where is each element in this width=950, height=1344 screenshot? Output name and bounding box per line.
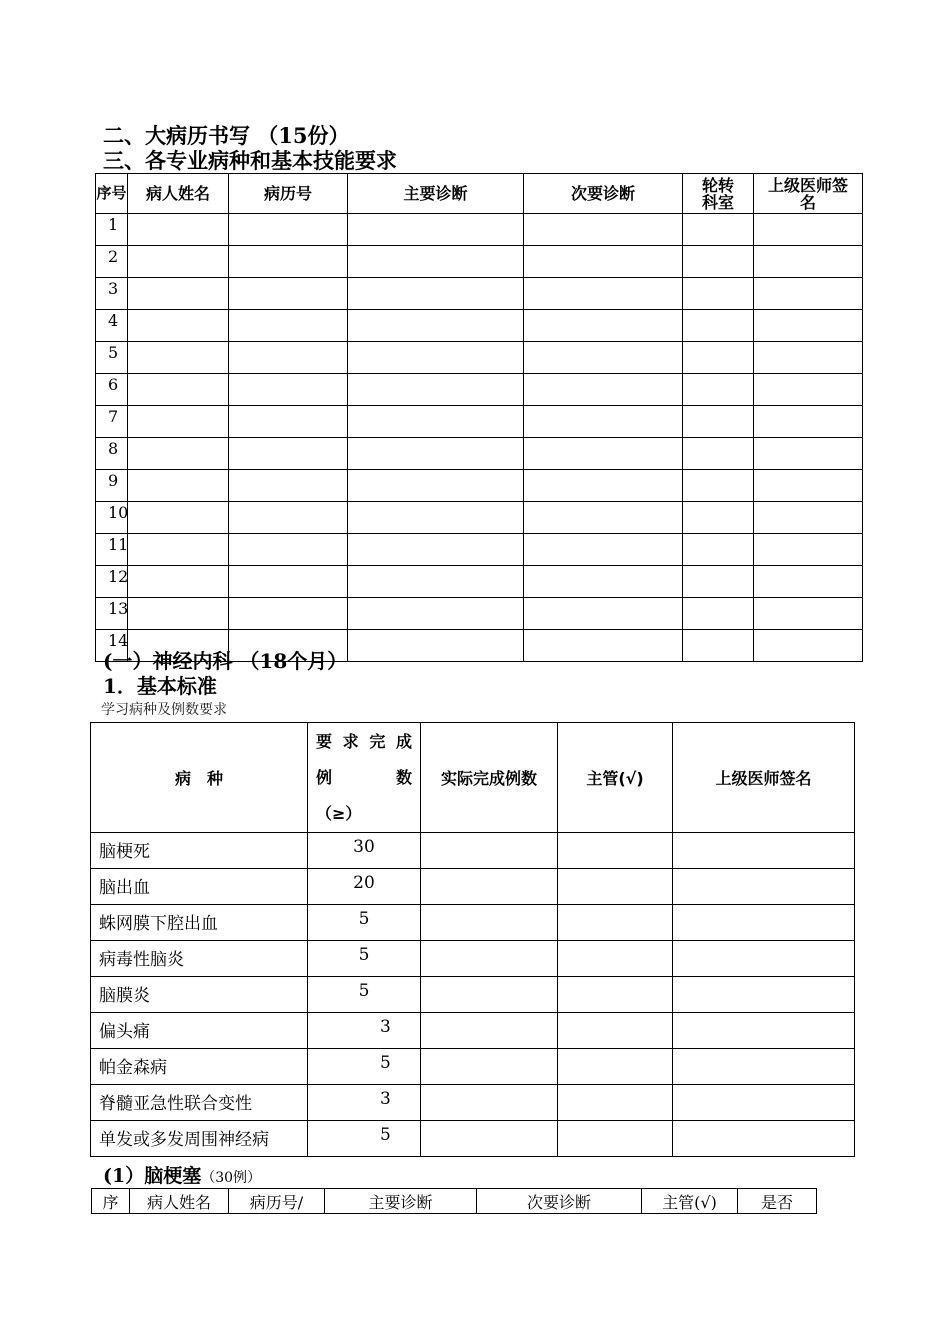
table-cell	[524, 630, 683, 662]
table-row	[91, 869, 855, 905]
table-cell	[348, 598, 524, 630]
table-cell	[754, 406, 863, 438]
required-count: 30	[308, 833, 421, 869]
required-count: 5	[308, 977, 421, 1013]
table-cell	[524, 214, 683, 246]
table-cell	[229, 598, 348, 630]
table-cell	[128, 598, 229, 630]
table-cell	[683, 310, 754, 342]
table-cell	[754, 310, 863, 342]
infarct-header-record-number: 病历号/	[229, 1189, 325, 1214]
table-row	[96, 278, 863, 310]
required-count: 5	[308, 1049, 421, 1085]
table-cell	[683, 630, 754, 662]
infarct-table	[91, 1188, 817, 1214]
disease-table	[90, 722, 855, 1157]
table-cell	[524, 278, 683, 310]
table-cell	[128, 470, 229, 502]
disease-name: 单发或多发周围神经病	[91, 1121, 308, 1157]
disease-table-header	[91, 723, 855, 833]
table-cell	[229, 406, 348, 438]
table-cell	[673, 869, 855, 905]
record-table	[95, 173, 863, 662]
table-cell	[229, 502, 348, 534]
table-cell	[229, 214, 348, 246]
table-cell	[558, 1121, 673, 1157]
table-row	[96, 342, 863, 374]
required-count: 5	[308, 1121, 421, 1157]
row-index: 4	[96, 310, 128, 342]
table-cell	[754, 502, 863, 534]
table-cell	[348, 630, 524, 662]
table-row	[96, 534, 863, 566]
table-cell	[348, 214, 524, 246]
table-row	[96, 214, 863, 246]
table-cell	[524, 342, 683, 374]
table-cell	[229, 310, 348, 342]
disease-name: 偏头痛	[91, 1013, 308, 1049]
table-cell	[128, 502, 229, 534]
disease-name: 脑梗死	[91, 833, 308, 869]
header-required-count	[308, 723, 421, 833]
table-row	[96, 374, 863, 406]
table-cell	[673, 905, 855, 941]
table-cell	[524, 534, 683, 566]
table-cell	[128, 278, 229, 310]
table-cell	[348, 566, 524, 598]
row-index: 3	[96, 278, 128, 310]
table-row	[96, 470, 863, 502]
table-cell	[348, 342, 524, 374]
header-supervisor-signature: 上级医师签名	[754, 174, 863, 214]
table-cell	[524, 310, 683, 342]
table-cell	[683, 278, 754, 310]
table-cell	[524, 470, 683, 502]
required-count: 5	[308, 941, 421, 977]
table-cell	[558, 1049, 673, 1085]
table-cell	[229, 470, 348, 502]
table-cell	[673, 1049, 855, 1085]
header-index: 序号	[96, 174, 128, 214]
table-cell	[673, 833, 855, 869]
table-row	[96, 310, 863, 342]
row-index: 13	[96, 598, 128, 630]
table-cell	[348, 406, 524, 438]
table-row	[91, 1049, 855, 1085]
table-row	[96, 566, 863, 598]
table-cell	[524, 374, 683, 406]
header-primary-care: 主管(√)	[558, 723, 673, 833]
disease-name: 病毒性脑炎	[91, 941, 308, 977]
table-cell	[754, 438, 863, 470]
table-cell	[128, 438, 229, 470]
header-disease: 病 种	[91, 723, 308, 833]
table-cell	[754, 630, 863, 662]
row-index: 6	[96, 374, 128, 406]
table-cell	[524, 246, 683, 278]
table-cell	[421, 869, 558, 905]
disease-name: 脑出血	[91, 869, 308, 905]
infarct-header-primary-care: 主管(√)	[642, 1189, 738, 1214]
infarct-table-header	[92, 1189, 817, 1214]
table-cell	[683, 406, 754, 438]
header-patient-name: 病人姓名	[128, 174, 229, 214]
table-cell	[683, 342, 754, 374]
table-cell	[558, 833, 673, 869]
table-cell	[754, 534, 863, 566]
row-index: 8	[96, 438, 128, 470]
table-cell	[229, 278, 348, 310]
table-row	[96, 438, 863, 470]
table-cell	[348, 374, 524, 406]
table-cell	[754, 246, 863, 278]
table-cell	[421, 1085, 558, 1121]
table-cell	[348, 470, 524, 502]
row-index: 7	[96, 406, 128, 438]
table-cell	[683, 246, 754, 278]
table-cell	[558, 977, 673, 1013]
disease-name: 帕金森病	[91, 1049, 308, 1085]
row-index: 14	[96, 630, 128, 662]
infarct-header-patient-name: 病人姓名	[130, 1189, 229, 1214]
row-index: 11	[96, 534, 128, 566]
table-row	[91, 1121, 855, 1157]
header-supervisor-signature: 上级医师签名	[673, 723, 855, 833]
infarct-header-whether: 是否	[738, 1189, 817, 1214]
table-cell	[128, 246, 229, 278]
row-index: 12	[96, 566, 128, 598]
table-cell	[128, 342, 229, 374]
table-cell	[229, 566, 348, 598]
table-cell	[683, 438, 754, 470]
table-cell	[673, 1121, 855, 1157]
study-note: 学习病种及例数要求	[101, 702, 227, 718]
table-row	[91, 1013, 855, 1049]
table-cell	[673, 977, 855, 1013]
table-cell	[558, 1085, 673, 1121]
disease-name: 脊髓亚急性联合变性	[91, 1085, 308, 1121]
table-cell	[754, 374, 863, 406]
required-count: 3	[308, 1013, 421, 1049]
table-cell	[421, 977, 558, 1013]
table-cell	[421, 941, 558, 977]
table-cell	[128, 406, 229, 438]
table-cell	[348, 246, 524, 278]
table-cell	[683, 470, 754, 502]
table-cell	[683, 566, 754, 598]
table-cell	[348, 438, 524, 470]
table-cell	[128, 534, 229, 566]
row-index: 5	[96, 342, 128, 374]
table-cell	[683, 214, 754, 246]
table-cell	[754, 342, 863, 374]
table-cell	[524, 406, 683, 438]
table-cell	[524, 438, 683, 470]
table-cell	[524, 598, 683, 630]
infarct-heading	[103, 1165, 261, 1189]
header-rotation-dept: 轮转科室	[683, 174, 754, 214]
table-cell	[229, 374, 348, 406]
table-cell	[683, 374, 754, 406]
table-cell	[673, 941, 855, 977]
table-cell	[421, 833, 558, 869]
table-cell	[754, 470, 863, 502]
table-cell	[229, 534, 348, 566]
required-count: 20	[308, 869, 421, 905]
table-cell	[683, 502, 754, 534]
row-index: 2	[96, 246, 128, 278]
header-actual-count: 实际完成例数	[421, 723, 558, 833]
table-cell	[673, 1085, 855, 1121]
row-index: 10	[96, 502, 128, 534]
table-row	[91, 905, 855, 941]
table-cell	[683, 598, 754, 630]
table-cell	[128, 566, 229, 598]
header-primary-diagnosis: 主要诊断	[348, 174, 524, 214]
table-cell	[229, 342, 348, 374]
table-cell	[348, 502, 524, 534]
row-index: 9	[96, 470, 128, 502]
disease-name: 蛛网膜下腔出血	[91, 905, 308, 941]
infarct-header-secondary-diagnosis: 次要诊断	[477, 1189, 642, 1214]
header-required-line1: 要求完成	[316, 731, 412, 751]
table-cell	[348, 278, 524, 310]
row-index: 1	[96, 214, 128, 246]
section-title-specialty: 三、各专业病种和基本技能要求	[103, 148, 397, 173]
section-title-basic-standard: 1．基本标准	[103, 674, 217, 698]
infarct-header-primary-diagnosis: 主要诊断	[325, 1189, 477, 1214]
table-row	[96, 406, 863, 438]
infarct-count: （30例）	[201, 1170, 262, 1186]
required-count: 5	[308, 905, 421, 941]
table-row	[96, 246, 863, 278]
table-cell	[754, 566, 863, 598]
infarct-title: (1）脑梗塞	[103, 1165, 202, 1187]
table-row	[91, 1085, 855, 1121]
table-cell	[558, 1013, 673, 1049]
table-cell	[348, 310, 524, 342]
header-secondary-diagnosis: 次要诊断	[524, 174, 683, 214]
table-cell	[421, 1121, 558, 1157]
header-required-line3: （≥）	[316, 803, 362, 823]
table-row	[91, 833, 855, 869]
table-row	[96, 598, 863, 630]
table-cell	[754, 214, 863, 246]
header-required-line2: 例数	[316, 767, 412, 787]
table-cell	[421, 905, 558, 941]
disease-name: 脑膜炎	[91, 977, 308, 1013]
table-row	[96, 502, 863, 534]
record-table-header	[96, 174, 863, 214]
table-cell	[754, 598, 863, 630]
table-cell	[229, 246, 348, 278]
table-cell	[128, 214, 229, 246]
table-cell	[524, 502, 683, 534]
table-cell	[348, 534, 524, 566]
table-cell	[558, 941, 673, 977]
table-cell	[421, 1013, 558, 1049]
table-cell	[229, 438, 348, 470]
table-cell	[128, 374, 229, 406]
table-cell	[558, 905, 673, 941]
infarct-header-index: 序	[92, 1189, 130, 1214]
table-cell	[558, 869, 673, 905]
section-title-neurology: (一）神经内科 （18个月）	[103, 649, 348, 673]
table-cell	[421, 1049, 558, 1085]
section-title-big-records: 二、大病历书写 （15份）	[103, 123, 350, 148]
table-row	[91, 977, 855, 1013]
table-cell	[673, 1013, 855, 1049]
table-row	[91, 941, 855, 977]
required-count: 3	[308, 1085, 421, 1121]
header-record-number: 病历号	[229, 174, 348, 214]
table-cell	[524, 566, 683, 598]
table-cell	[683, 534, 754, 566]
table-cell	[754, 278, 863, 310]
table-cell	[128, 310, 229, 342]
